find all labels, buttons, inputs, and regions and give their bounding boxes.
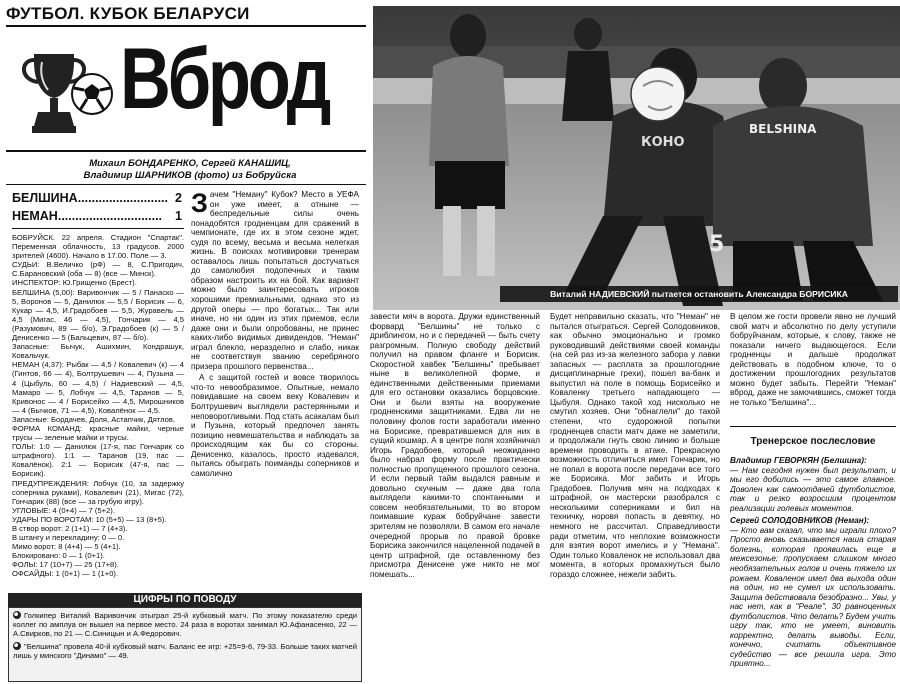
ball-bullet-icon <box>13 642 21 650</box>
match-photo <box>373 6 900 310</box>
article-text-4: В целом же гости провели явно не лучший свой матч и абсолютно по делу уступили бобруйчанам, которые, к слову, также не показали ничего выдающегося. Если гродненцы и дальше продолжат действовать в подобном ключе, то о достижении прошлогодних результатов можно будет забыть. Перейти "Неман" вброд, даже не замочившись, сможет тогда не только "Белшина"... <box>730 312 896 407</box>
stats-line: В штангу и перекладину: 0 — 0. <box>12 533 125 543</box>
stats-line: ИНСПЕКТОР: Ю.Грищенко (Брест). <box>12 278 137 288</box>
stats-line: Запасные: Бордачев, Доля, Астапчик, Дятлов. <box>12 414 176 424</box>
home-goals: 2 <box>175 191 182 205</box>
stats-line: НЕМАН (4,37): Рыбак — 4,5 / Ковалевич (к) — 4 (Гинтов, 66 — 4), Болтрушевич — 4, Пузына — 4 (Цыбуль, 60 — 4,5) / Надиевский — 4,5, Мамаро — 5, Лобчук — 4,5, Таранов — 5, Кривонос — 4 / Борисейко — 4,5, Мирошников — 4 (Бычков, 71 — 4,5), Ковалёнок — 4,5. <box>12 360 184 415</box>
comments-heading: Тренерское послесловие <box>750 436 876 447</box>
photo-caption: Виталий НАДИЕВСКИЙ пытается остановить Александра БОРИСИКА <box>500 286 898 302</box>
stats-line: СУДЬИ: В.Величко (рФ) — 8, С.Пригодич, С.Барановский (оба — 8) (все — Минск). <box>12 260 184 279</box>
byline <box>20 158 360 181</box>
away-goals: 1 <box>175 209 182 223</box>
stats-line: ФОРМА КОМАНД: красные майки, черные трусы — зеленые майки и трусы. <box>12 423 184 443</box>
title-rule <box>6 150 366 152</box>
speaker-name: Сергей СОЛОДОВНИКОВ (Неман): <box>730 516 870 526</box>
speaker-quote: — Нам сегодня нужен был результат, и мы его добились — это самое главное. Доволен как самоотдачей футболистов, так и резко возросшим процентом реализации голевых моментов. <box>730 465 896 513</box>
comments-rule <box>730 426 896 427</box>
figures-box <box>8 607 362 682</box>
stats-line: УГЛОВЫЕ: 4 (0+4) — 7 (5+2). <box>12 505 115 515</box>
article-text-1b: А с защитой гостей и вовсе творилось что-то невообразимое. Опытные, немало повидавшие на своем веку Ковалевич и Болтрушевич выглядели растерянными и неповоротливыми. Под стать асакалам был и Пузына, который предпочел занять позицию невмешательства и наблюдать за происходящим как бы со стороны. Денисенко, казалось, просто издевался, пытаясь обыграть поиманды соперников и самолично <box>191 373 359 478</box>
coach-comments <box>730 456 896 682</box>
byline-line2: Владимир ШАРНИКОВ (фото) из Бобруйска <box>83 169 297 181</box>
home-dots: .......................... <box>77 191 168 205</box>
stats-line: БЕЛШИНА (5,00): Варивончик — 5 / Панаско — 5, Воронов — 5, Данилюк — 5,5 / Борисик — 6, Кукар — 4,5, И.Градобоев — 5,5, Журавель — 4,5 (Мигас, 46 — 4,5), Гончарик — 4,5 (Разумович, 89 — б/о), Э.Градобоев (к) — 5 / Денисенко — 5 (Бальцевич, 87 — б/о). <box>12 287 184 343</box>
speaker-name: Владимир ГЕВОРКЯН (Белшина): <box>730 456 867 465</box>
figures-box-heading: ЦИФРЫ ПО ПОВОДУ <box>8 593 362 607</box>
shirt-text-right: BELSHINA <box>749 122 817 136</box>
stats-line: Запасные: Бычук, Ашихмин, Кондрашук, Ковальчук. <box>12 342 184 361</box>
home-team: БЕЛШИНА <box>12 191 78 205</box>
stats-line: В створ ворот: 2 (1+1) — 7 (4+3). <box>12 524 128 533</box>
stats-line: ГОЛЫ: 1:0 — Данилюк (17-я, пас Гончарик со штрафного). 1:1 — Таранов (19, пас — Ковалёнок). 2:1 — Борисик (47-я, пас — Борисик). <box>12 442 184 479</box>
stats-line: Блокировано: 0 — 1 (0+1). <box>12 551 105 561</box>
stats-line: ОФСАЙДЫ: 1 (0+1) — 1 (1+0). <box>12 569 119 579</box>
shirt-text-left: КОНО <box>641 135 685 150</box>
stats-line: Мимо ворот: 8 (4+4) — 5 (4+1). <box>12 542 121 552</box>
section-kicker: ФУТБОЛ. КУБОК БЕЛАРУСИ <box>6 4 250 23</box>
headline: Вброд <box>120 31 329 127</box>
article-text-3: Будет неправильно сказать, что "Неман" не пытался отыграться. Сергей Солодовников, как обычно эмоционально и громко руководивший действиями своей команды (на сей раз из-за железного забора у лавки запасных — расплата за прошлогодние дисциплинарные грехи), пошел ва-банк и выпустил на поле в помощь Борисейко и Коваленку третьего нападающего — Цыбуля. Однако такой ход нисколько не смутил хозяев. Они "обнаглели" до такой степени, что судорожной попытки гродненцев спасти матч даже не заметили, и продолжали гнуть свою линию и больше времени проводить в атаке. Прекрасную возможность отличиться имел Гончарик, но не попал в ворота после передачи все того же Борисика. Мог забить и Игорь Градобоев. Получив мяч на подходах к штрафной, он мастерски разобрался с несколькими соперниками и бил на техничку, норовя попасть в девятку, но немного не рассчитал. Справедливости ради отметим, что неплохие возможности для взятия ворот имелись и у "Немана". Один только Коваленок не использовал два момента, в которых промахнуться было гораздо сложнее, нежели забить. <box>550 312 720 579</box>
away-dots: .............................. <box>57 209 163 223</box>
article-column-1 <box>191 190 359 590</box>
stats-line: ПРЕДУПРЕЖДЕНИЯ: Лобчук (10, за задержку соперника руками), Ковалевич (21), Мигас (72), Гончарик (88) (все — за грубую игру). <box>12 478 184 506</box>
byline-rule <box>6 184 366 185</box>
ball-bullet-icon <box>13 611 21 619</box>
article-column-4 <box>730 312 896 424</box>
stats-line: УДАРЫ ПО ВОРОТАМ: 10 (5+5) — 13 (8+5). <box>12 514 167 524</box>
article-column-2 <box>370 312 540 682</box>
drop-cap: З <box>191 190 208 218</box>
score-row-home <box>12 190 180 206</box>
stats-line: БОБРУЙСК. 22 апреля. Стадион "Спартак". Переменная облачность, 13 градусов. 2000 зрителей (4600). Начало в 17.00. Поле — 3. <box>12 233 184 261</box>
score-rule <box>12 228 184 229</box>
kicker-rule <box>6 25 366 27</box>
article-text-1: ачем "Неману" Кубок? Место в УЕФА он уже имеет, а отныне — беспредельные силы очень понадобятся гродненцам для сражений в чемпионате, где их в этом сезоне ждет, судя по всему, весьма и весьма нелегкая жизнь. В поисках мотивировки тренерам оставалось лишь попытаться достучаться до самолюбия подопечных и таким образом настроить их на бой. Как вариант можно было заинтересовать игроков хорошими премиальными, однако это из другой оперы — про богатых... Так или иначе, но ни один из этих приемов, если даже они и были опробованы, не принес каких-либо видимых дивидендов. "Неман" играл блекло, неразделно и слабо, никак не соответствуя званию серебряного призера прошлого первенства... <box>191 190 359 371</box>
article-column-3 <box>550 312 720 682</box>
score-row-away <box>12 208 180 224</box>
away-team: НЕМАН <box>12 209 58 223</box>
match-stats <box>12 233 184 590</box>
article-text-2: завести мяч в ворота. Дружи единственный форвард "Белшины" не только с дриблингом, но и с передачей — быть счету разгромным. Полную свободу действий получил на правом фланге и Борисик. Скоростной хавбек "Белшины" пребывает ныне в великолепной форме, и единственными действенными приемами для его остановки оказались борцовские. Они и были взяты на вооружение гродненскими защитниками. Едва ли не половину фолов гости заработали именно на Борисике, превратившемся для них в сущий кошмар. А в центре поля хозяйничал Игорь Градобоев, который неожиданно было набрал форму после практически полностью пропущенного прошлого сезона. И если первый тайм выдался равным и довольно скучным — даже два гола выглядели какими-то спонтанными и совсем необязательными, то во втором поимавшие кураж бобруйчане завести зрителям не позволяли. В самом его начале очередной прорыв по правой бровке Борисика закончился нацеленной подачей в центр штрафной, где оставленному без присмотра Денисене уже никто не мог помешать... <box>370 312 540 579</box>
byline-line1: Михаил БОНДАРЕНКО, Сергей КАНАШИЦ, <box>89 158 291 169</box>
figures-item: "Белшина" провела 40-й кубковый матч. Баланс ее игр: +25=9-6, 79-33. Больше таких матчей лишь у минского "Динамо" — 49. <box>13 642 357 661</box>
speaker-quote: — Кто вам сказал, что мы играли плохо? Просто вновь сказывается наша старая болезнь, которая проявилась еще в межсезонье: пропускаем слишком много необязательных голов и очень тяжело их рожаем. Коваленок имел два выхода один на один, но не сумел их использовать. Защита действовала безобразно... Увы, у нас нет, как в "Реале", 30 равноценных футболистов. Что делать? Будем учить игру так, кто не умеет, виновить корректно, делать выводы. Если, конечно, считать объективное судейство — все решила игра. Это приятно... <box>730 525 896 669</box>
stats-line: ФОЛЫ: 17 (10+7) — 25 (17+8). <box>12 560 119 570</box>
figures-item: Голкипер Виталий Варивончик отыграл 25-й кубковый матч. По этому показателю среди коллег по амплуа он вышел на первое место. 24 раза в воротах занимал Ю.Афанасенко, 22 — А.Свирков, по 21 — С.Синицын и А.Федорович. <box>13 611 357 639</box>
shirt-number: 5 <box>709 232 725 257</box>
cup-ball-icon <box>12 48 120 148</box>
